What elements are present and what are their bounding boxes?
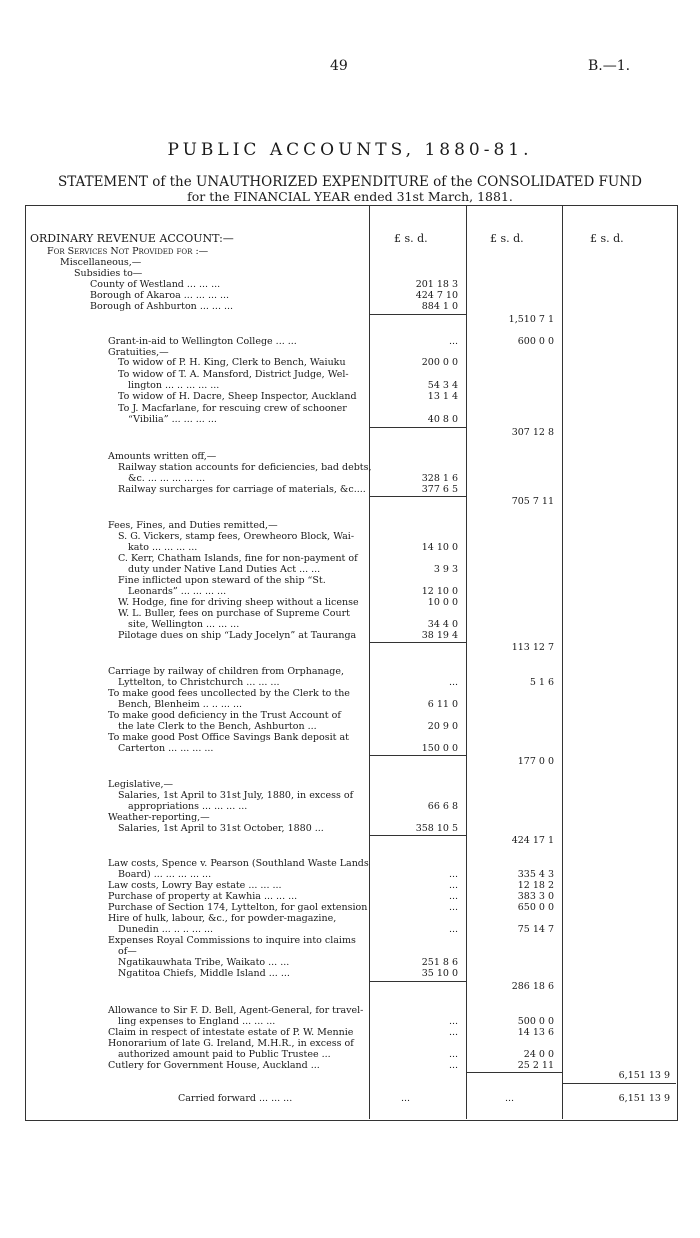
row-value: 335 4 3	[517, 869, 554, 880]
row-value: 20 9 0	[427, 721, 458, 732]
row-label: Legislative,—	[108, 779, 173, 790]
row-value: ...	[448, 1049, 458, 1060]
row-value: 13 1 4	[427, 391, 458, 402]
row-label: Lyttelton, to Christchurch ... ... ...	[118, 677, 280, 688]
row-label: Claim in respect of intestate estate of P. W. Mennie	[108, 1027, 354, 1038]
subtotal-rule	[369, 314, 466, 315]
row-label: Borough of Ashburton ... ... ...	[90, 301, 234, 312]
subtotal-rule	[369, 755, 466, 756]
row-value: ...	[448, 869, 458, 880]
row-value: 500 0 0	[517, 1016, 554, 1027]
row-value: 150 0 0	[421, 743, 458, 754]
row-label: Grant-in-aid to Wellington College ... ...	[108, 336, 297, 347]
row-value: 6 11 0	[427, 699, 458, 710]
heading-main: ORDINARY REVENUE ACCOUNT:—	[30, 232, 234, 245]
row-value: 14 10 0	[421, 542, 458, 553]
row-value: 424 7 10	[415, 290, 458, 301]
row-label: Purchase of property at Kawhia ... ... ...	[108, 891, 298, 902]
row-label: W. Hodge, fine for driving sheep without a license	[118, 597, 359, 608]
row-label: To widow of P. H. King, Clerk to Bench, Waiuku	[118, 357, 346, 368]
subtotal-value: 705 7 11	[511, 496, 554, 507]
total-rule	[562, 1083, 676, 1084]
row-label: duty under Native Land Duties Act ... ...	[128, 564, 321, 575]
row-label: Purchase of Section 174, Lyttelton, for gaol extension	[108, 902, 368, 913]
row-value: ...	[448, 880, 458, 891]
row-label: ling expenses to England ... ... ...	[118, 1016, 276, 1027]
row-label: Expenses Royal Commissions to inquire into claims	[108, 935, 356, 946]
row-label: Bench, Blenheim .. .. ... ...	[118, 699, 243, 710]
page-title: PUBLIC ACCOUNTS, 1880-81.	[167, 140, 533, 160]
row-value: ...	[448, 1060, 458, 1071]
row-value: 201 18 3	[415, 279, 458, 290]
subtotal-value: 1,510 7 1	[508, 314, 554, 325]
row-value: 884 1 0	[421, 301, 458, 312]
row-label: “Vibilia” ... ... ... ...	[128, 414, 217, 425]
grand-total-value: 6,151 13 9	[618, 1070, 670, 1081]
row-value: 75 14 7	[517, 924, 554, 935]
row-value: 358 10 5	[415, 823, 458, 834]
row-value: ...	[448, 1016, 458, 1027]
row-value: ...	[448, 336, 458, 347]
row-label: of—	[118, 946, 137, 957]
subtotal-value: 5 1 6	[529, 677, 554, 688]
row-label: To J. Macfarlane, for rescuing crew of schooner	[118, 403, 347, 414]
subtotal-value: 307 12 8	[511, 427, 554, 438]
row-value: 25 2 11	[517, 1060, 554, 1071]
subtotal-value: 113 12 7	[511, 642, 554, 653]
row-label: Leonards” ... ... ... ...	[128, 586, 227, 597]
row-label: Dunedin ... .. .. ... ...	[118, 924, 214, 935]
subtotal-value: 286 18 6	[511, 981, 554, 992]
row-value: ...	[448, 891, 458, 902]
row-label: Honorarium of late G. Ireland, M.H.R., in excess of	[108, 1038, 354, 1049]
row-label: Ngatitoa Chiefs, Middle Island ... ...	[118, 968, 290, 979]
row-label: Allowance to Sir F. D. Bell, Agent-General, for travel-	[108, 1005, 364, 1016]
subtotal-value: 424 17 1	[511, 835, 554, 846]
row-value: 24 0 0	[523, 1049, 554, 1060]
row-label: Cutlery for Government House, Auckland ...	[108, 1060, 320, 1071]
col1-header: £ s. d.	[394, 232, 428, 245]
row-value: 200 0 0	[421, 357, 458, 368]
subtotal-rule	[369, 835, 466, 836]
row-label: To make good deficiency in the Trust Account of	[108, 710, 341, 721]
row-value: ...	[400, 1093, 410, 1104]
row-label: Board) ... ... ... ... ...	[118, 869, 212, 880]
statement-subtitle-1: STATEMENT of the UNAUTHORIZED EXPENDITURE of the CONSOLIDATED FUND	[58, 174, 642, 190]
row-label: Carriage by railway of children from Orphanage,	[108, 666, 345, 677]
row-label: S. G. Vickers, stamp fees, Orewheoro Block, Wai-	[118, 531, 355, 542]
row-label: &c. ... ... ... ... ...	[128, 473, 206, 484]
row-value: 66 6 8	[427, 801, 458, 812]
row-label: Weather-reporting,—	[108, 812, 210, 823]
row-value: 12 18 2	[517, 880, 554, 891]
col3-header: £ s. d.	[590, 232, 624, 245]
column-divider	[466, 205, 467, 1119]
row-label: C. Kerr, Chatham Islands, fine for non-payment of	[118, 553, 358, 564]
row-value: 40 8 0	[427, 414, 458, 425]
row-value: 35 10 0	[421, 968, 458, 979]
row-value: ...	[448, 902, 458, 913]
row-label: Railway surcharges for carriage of materials, &c....	[118, 484, 366, 495]
row-value: 12 10 0	[421, 586, 458, 597]
subtotal-rule	[369, 642, 466, 643]
row-label: County of Westland ... ... ...	[90, 279, 221, 290]
row-value: ...	[504, 1093, 514, 1104]
row-label: Fine inflicted upon steward of the ship “St.	[118, 575, 326, 586]
row-label: site, Wellington ... ... ...	[128, 619, 240, 630]
carried-forward-value: 6,151 13 9	[618, 1093, 670, 1104]
row-value: ...	[448, 924, 458, 935]
row-label: Ngatikauwhata Tribe, Waikato ... ...	[118, 957, 290, 968]
row-label: kato ... ... ... ...	[128, 542, 198, 553]
row-label: Amounts written off,—	[108, 451, 217, 462]
row-value: 10 0 0	[427, 597, 458, 608]
heading-misc: Miscellaneous,—	[60, 257, 142, 268]
row-label: Hire of hulk, labour, &c., for powder-magazine,	[108, 913, 337, 924]
row-value: 650 0 0	[517, 902, 554, 913]
row-label: authorized amount paid to Public Trustee ...	[118, 1049, 331, 1060]
row-value: ...	[448, 1027, 458, 1038]
row-label: appropriations ... ... ... ...	[128, 801, 248, 812]
row-value: 377 6 5	[421, 484, 458, 495]
row-value: 3 9 3	[433, 564, 458, 575]
row-value: 251 8 6	[421, 957, 458, 968]
row-label: Salaries, 1st April to 31st October, 1880 ...	[118, 823, 324, 834]
row-value: 34 4 0	[427, 619, 458, 630]
subtotal-rule	[369, 981, 466, 982]
page-reference: B.—1.	[588, 58, 631, 74]
row-value: 14 13 6	[517, 1027, 554, 1038]
carried-forward-label: Carried forward ... ... ...	[178, 1093, 293, 1104]
row-label: To make good Post Office Savings Bank deposit at	[108, 732, 349, 743]
row-value: 38 19 4	[421, 630, 458, 641]
row-label: W. L. Buller, fees on purchase of Supreme Court	[118, 608, 350, 619]
page-number: 49	[330, 58, 348, 74]
row-value: 383 3 0	[517, 891, 554, 902]
statement-subtitle-2: for the FINANCIAL YEAR ended 31st March, 1881.	[187, 189, 513, 204]
row-label: Law costs, Lowry Bay estate ... ... ...	[108, 880, 282, 891]
subtotal-rule	[369, 427, 466, 428]
row-value: ...	[448, 677, 458, 688]
heading-services: For Services Not Provided for :—	[47, 246, 209, 257]
row-label: Salaries, 1st April to 31st July, 1880, in excess of	[118, 790, 354, 801]
row-label: Railway station accounts for deficiencies, bad debts,	[118, 462, 372, 473]
row-label: Borough of Akaroa ... ... ... ...	[90, 290, 230, 301]
row-label: Law costs, Spence v. Pearson (Southland Waste Lands	[108, 858, 369, 869]
row-value: 328 1 6	[421, 473, 458, 484]
row-label: Gratuities,—	[108, 347, 169, 358]
row-label: Pilotage dues on ship “Lady Jocelyn” at Tauranga	[118, 630, 357, 641]
row-value: 54 3 4	[427, 380, 458, 391]
row-label: Carterton ... ... ... ...	[118, 743, 214, 754]
row-label: To make good fees uncollected by the Clerk to the	[108, 688, 350, 699]
subtotal-rule	[466, 1072, 562, 1073]
row-label: Fees, Fines, and Duties remitted,—	[108, 520, 278, 531]
row-label: To widow of T. A. Mansford, District Judge, Wel-	[118, 369, 349, 380]
subtotal-value: 600 0 0	[517, 336, 554, 347]
col2-header: £ s. d.	[490, 232, 524, 245]
subtotal-value: 177 0 0	[517, 756, 554, 767]
heading-subsidies: Subsidies to—	[74, 268, 143, 279]
row-label: the late Clerk to the Bench, Ashburton ...	[118, 721, 317, 732]
column-divider	[562, 205, 563, 1119]
row-label: lington ... .. ... ... ...	[128, 380, 220, 391]
subtotal-rule	[369, 496, 466, 497]
row-label: To widow of H. Dacre, Sheep Inspector, Auckland	[118, 391, 357, 402]
